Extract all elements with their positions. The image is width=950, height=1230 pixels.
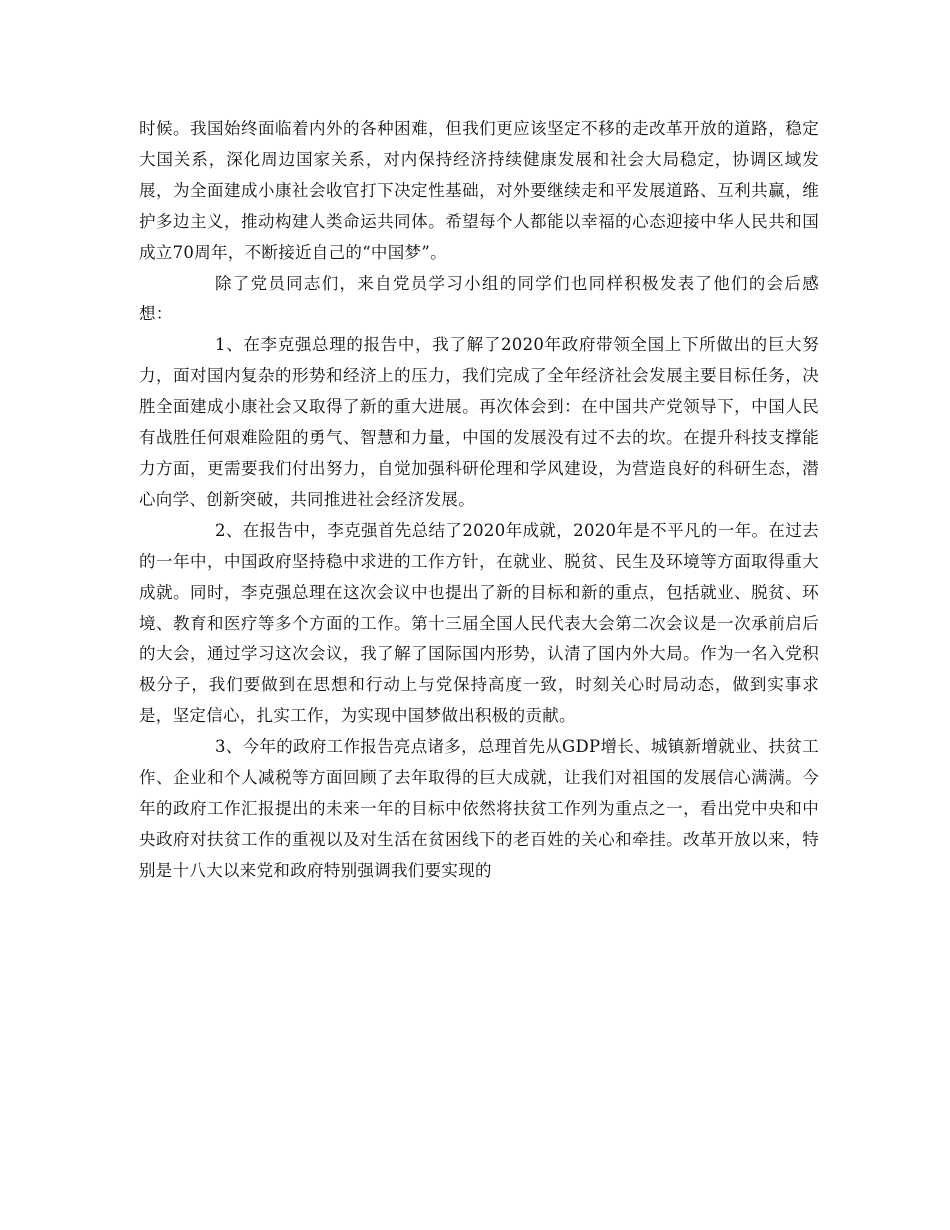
paragraph-item-3: 3、今年的政府工作报告亮点诸多，总理首先从GDP增长、城镇新增就业、扶贫工作、企业和个人减税等方面回顾了去年取得的巨大成就，让我们对祖国的发展信心满满。今年的政府工作汇报提出的未来一年的目标中依然将扶贫工作列为重点之一，看出党中央和中央政府对扶贫工作的重视以及对生活在贫困线下的老百姓的关心和牵挂。改革开放以来，特别是十八大以来党和政府特别强调我们要实现的 [139, 737, 819, 880]
paragraph-item-2: 2、在报告中，李克强首先总结了2020年成就，2020年是不平凡的一年。在过去的一年中，中国政府坚持稳中求进的工作方针，在就业、脱贫、民生及环境等方面取得重大成就。同时，李克强总理在这次会议中也提出了新的目标和新的重点，包括就业、脱贫、环境、教育和医疗等多个方面的工作。第十三届全国人民代表大会第二次会议是一次承前启后的大会，通过学习这次会议，我了解了国际国内形势，认清了国内外大局。作为一名入党积极分子，我们要做到在思想和行动上与党保持高度一致，时刻关心时局动态，做到实事求是，坚定信心，扎实工作，为实现中国梦做出积极的贡献。 [139, 520, 819, 726]
paragraph-continuation: 时候。我国始终面临着内外的各种困难，但我们更应该坚定不移的走改革开放的道路，稳定大国关系，深化周边国家关系，对内保持经济持续健康发展和社会大局稳定，协调区域发展，为全面建成小康社会收官打下决定性基础，对外要继续走和平发展道路、互利共赢，维护多边主义，推动构建人类命运共同体。希望每个人都能以幸福的心态迎接中华人民共和国成立70周年，不断接近自己的“中国梦”。 [139, 119, 819, 262]
document-body [139, 114, 819, 887]
paragraph-item-1: 1、在李克强总理的报告中，我了解了2020年政府带领全国上下所做出的巨大努力，面对国内复杂的形势和经济上的压力，我们完成了全年经济社会发展主要目标任务，决胜全面建成小康社会又取得了新的重大进展。再次体会到：在中国共产党领导下，中国人民有战胜任何艰难险阻的勇气、智慧和力量，中国的发展没有过不去的坎。在提升科技支撑能力方面，更需要我们付出努力，自觉加强科研伦理和学风建设，为营造良好的科研生态，潜心向学、创新突破，共同推进社会经济发展。 [139, 335, 819, 509]
paragraph-intro: 除了党员同志们，来自党员学习小组的同学们也同样积极发表了他们的会后感想： [139, 273, 819, 324]
